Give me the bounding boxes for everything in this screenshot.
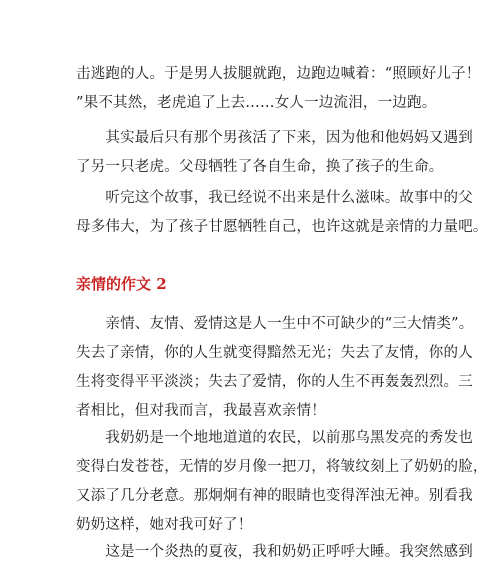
- text-line: 击逃跑的人。于是男人拔腿就跑，边跑边喊着：“照顾好儿子！: [76, 66, 481, 82]
- text-line: 失去了亲情，你的人生就变得黯然无光；失去了友情，你的人: [76, 345, 473, 361]
- paragraph-survivor: [76, 124, 473, 182]
- text-line: 又添了几分老意。那炯炯有神的眼睛也变得浑浊无神。别看我: [76, 488, 473, 504]
- section-heading: 亲情的作文 2: [76, 275, 167, 293]
- text-line: 者相比，但对我而言，我最喜欢亲情！: [76, 403, 326, 419]
- text-line: 这是一个炎热的夏夜，我和奶奶正呼呼大睡。我突然感到: [76, 544, 473, 560]
- text-line: 听完这个故事，我已经说不出来是什么滋味。故事中的父: [76, 190, 473, 206]
- text-line: 了另一只老虎。父母牺牲了各自生命，换了孩子的生命。: [76, 159, 444, 175]
- text-line: 生将变得平平淡淡；失去了爱情，你的人生不再轰轰烈烈。三: [76, 374, 473, 390]
- paragraph-story-ending: [76, 60, 481, 118]
- text-line: 我奶奶是一个地地道道的农民，以前那乌黑发亮的秀发也: [76, 430, 473, 446]
- paragraph-three-feelings: [76, 310, 474, 426]
- text-line: 变得白发苍苍，无情的岁月像一把刀，将皱纹刻上了奶奶的脸，: [76, 459, 488, 475]
- text-line: 母多伟大，为了孩子甘愿牺牲自己，也许这就是亲情的力量吧。: [76, 219, 488, 235]
- text-line: 奶奶这样，她对我可好了！: [76, 517, 253, 533]
- text-line: ”果不其然，老虎追了上去……女人一边流泪，一边跑。: [76, 95, 437, 111]
- paragraph-reflection: [76, 184, 488, 242]
- paragraph-grandma: [76, 424, 488, 540]
- text-line: 其实最后只有那个男孩活了下来，因为他和他妈妈又遇到: [76, 130, 473, 146]
- text-line: 亲情、友情、爱情这是人一生中不可缺少的“三大情类”。: [76, 316, 474, 332]
- paragraph-summer-night: [76, 538, 473, 567]
